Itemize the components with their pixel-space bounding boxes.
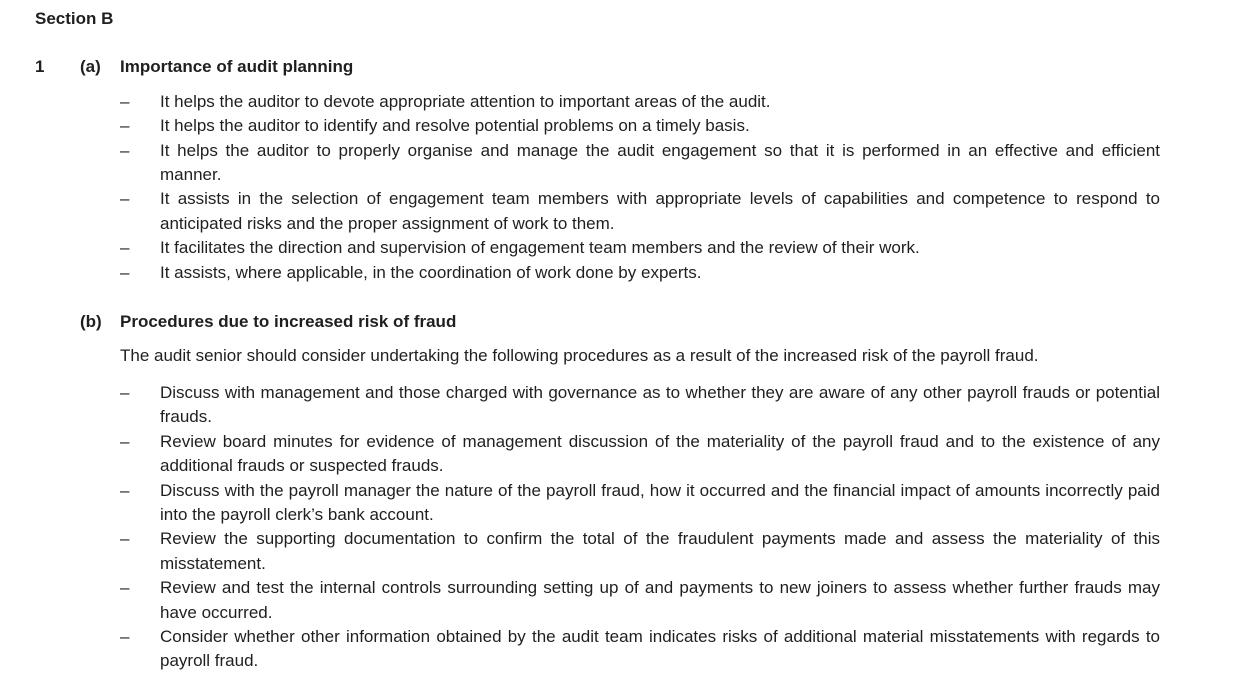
part-a-label: (a) (80, 57, 101, 77)
bullet-item (120, 576, 1160, 625)
bullet-item (120, 430, 1160, 479)
bullet-text: Discuss with the payroll manager the nature of the payroll fraud, how it occurred and the financial impact of amounts incorrectly paid into the payroll clerk’s bank account. (160, 480, 1160, 524)
bullet-text: It facilitates the direction and supervision of engagement team members and the review of their work. (160, 238, 920, 258)
bullet-text: Review board minutes for evidence of management discussion of the materiality of the payroll fraud and to the existence of any additional frauds or suspected frauds. (160, 431, 1160, 476)
part-a-head (80, 55, 1249, 79)
bullet-text: It assists in the selection of engagement team members with appropriate levels of capabilities and competence to respond to anticipated risks and the proper assignment of work to them. (160, 189, 1160, 233)
part-a-heading: Importance of audit planning (120, 57, 354, 77)
dash-bullet-icon: – (120, 431, 130, 451)
dash-bullet-icon: – (120, 189, 130, 209)
part-b-content (120, 344, 1160, 673)
question-1 (35, 55, 1249, 673)
bullet-item (120, 381, 1160, 430)
bullet-text: Discuss with management and those charged with governance as to whether they are aware of any other payroll frauds or potential frauds. (160, 382, 1160, 427)
dash-bullet-icon: – (120, 140, 130, 160)
part-b-label: (b) (80, 312, 102, 332)
dash-bullet-icon: – (120, 238, 130, 258)
dash-bullet-icon: – (120, 626, 130, 646)
bullet-text: It helps the auditor to properly organise and manage the audit engagement so that it is performed in an effective and efficient manner. (160, 140, 1160, 185)
bullet-item (120, 236, 1160, 260)
bullet-item (120, 261, 1160, 285)
section-label: Section B (35, 9, 114, 28)
part-b-intro: The audit senior should consider undertaking the following procedures as a result of the increased risk of the payroll fraud. (120, 346, 1039, 366)
dash-bullet-icon: – (120, 480, 130, 500)
part-b-heading: Procedures due to increased risk of fraud (120, 312, 457, 332)
part-a (80, 55, 1249, 285)
question-number: 1 (35, 57, 45, 77)
bullet-text: It assists, where applicable, in the coordination of work done by experts. (160, 262, 702, 282)
bullet-text: It helps the auditor to devote appropriate attention to important areas of the audit. (160, 91, 771, 111)
bullet-item (120, 479, 1160, 528)
part-b (80, 310, 1249, 674)
dash-bullet-icon: – (120, 116, 130, 136)
bullet-text: It helps the auditor to identify and resolve potential problems on a timely basis. (160, 116, 750, 136)
part-a-content (120, 90, 1160, 285)
bullet-item (120, 187, 1160, 236)
dash-bullet-icon: – (120, 529, 130, 549)
bullet-text: Review and test the internal controls surrounding setting up of and payments to new joiners to assess whether further frauds may have occurred. (160, 578, 1160, 622)
dash-bullet-icon: – (120, 262, 130, 282)
question-body (80, 55, 1249, 673)
dash-bullet-icon: – (120, 382, 130, 402)
bullet-item (120, 625, 1160, 674)
dash-bullet-icon: – (120, 91, 130, 111)
bullet-item (120, 90, 1160, 114)
bullet-text: Review the supporting documentation to confirm the total of the fraudulent payments made and assess the materiality of this misstatement. (160, 529, 1160, 573)
bullet-item (120, 139, 1160, 188)
part-b-head (80, 310, 1249, 334)
bullet-text: Consider whether other information obtained by the audit team indicates risks of additional material misstatements with regards to payroll fraud. (160, 626, 1160, 671)
bullet-item (120, 527, 1160, 576)
bullet-item (120, 114, 1160, 138)
dash-bullet-icon: – (120, 578, 130, 598)
